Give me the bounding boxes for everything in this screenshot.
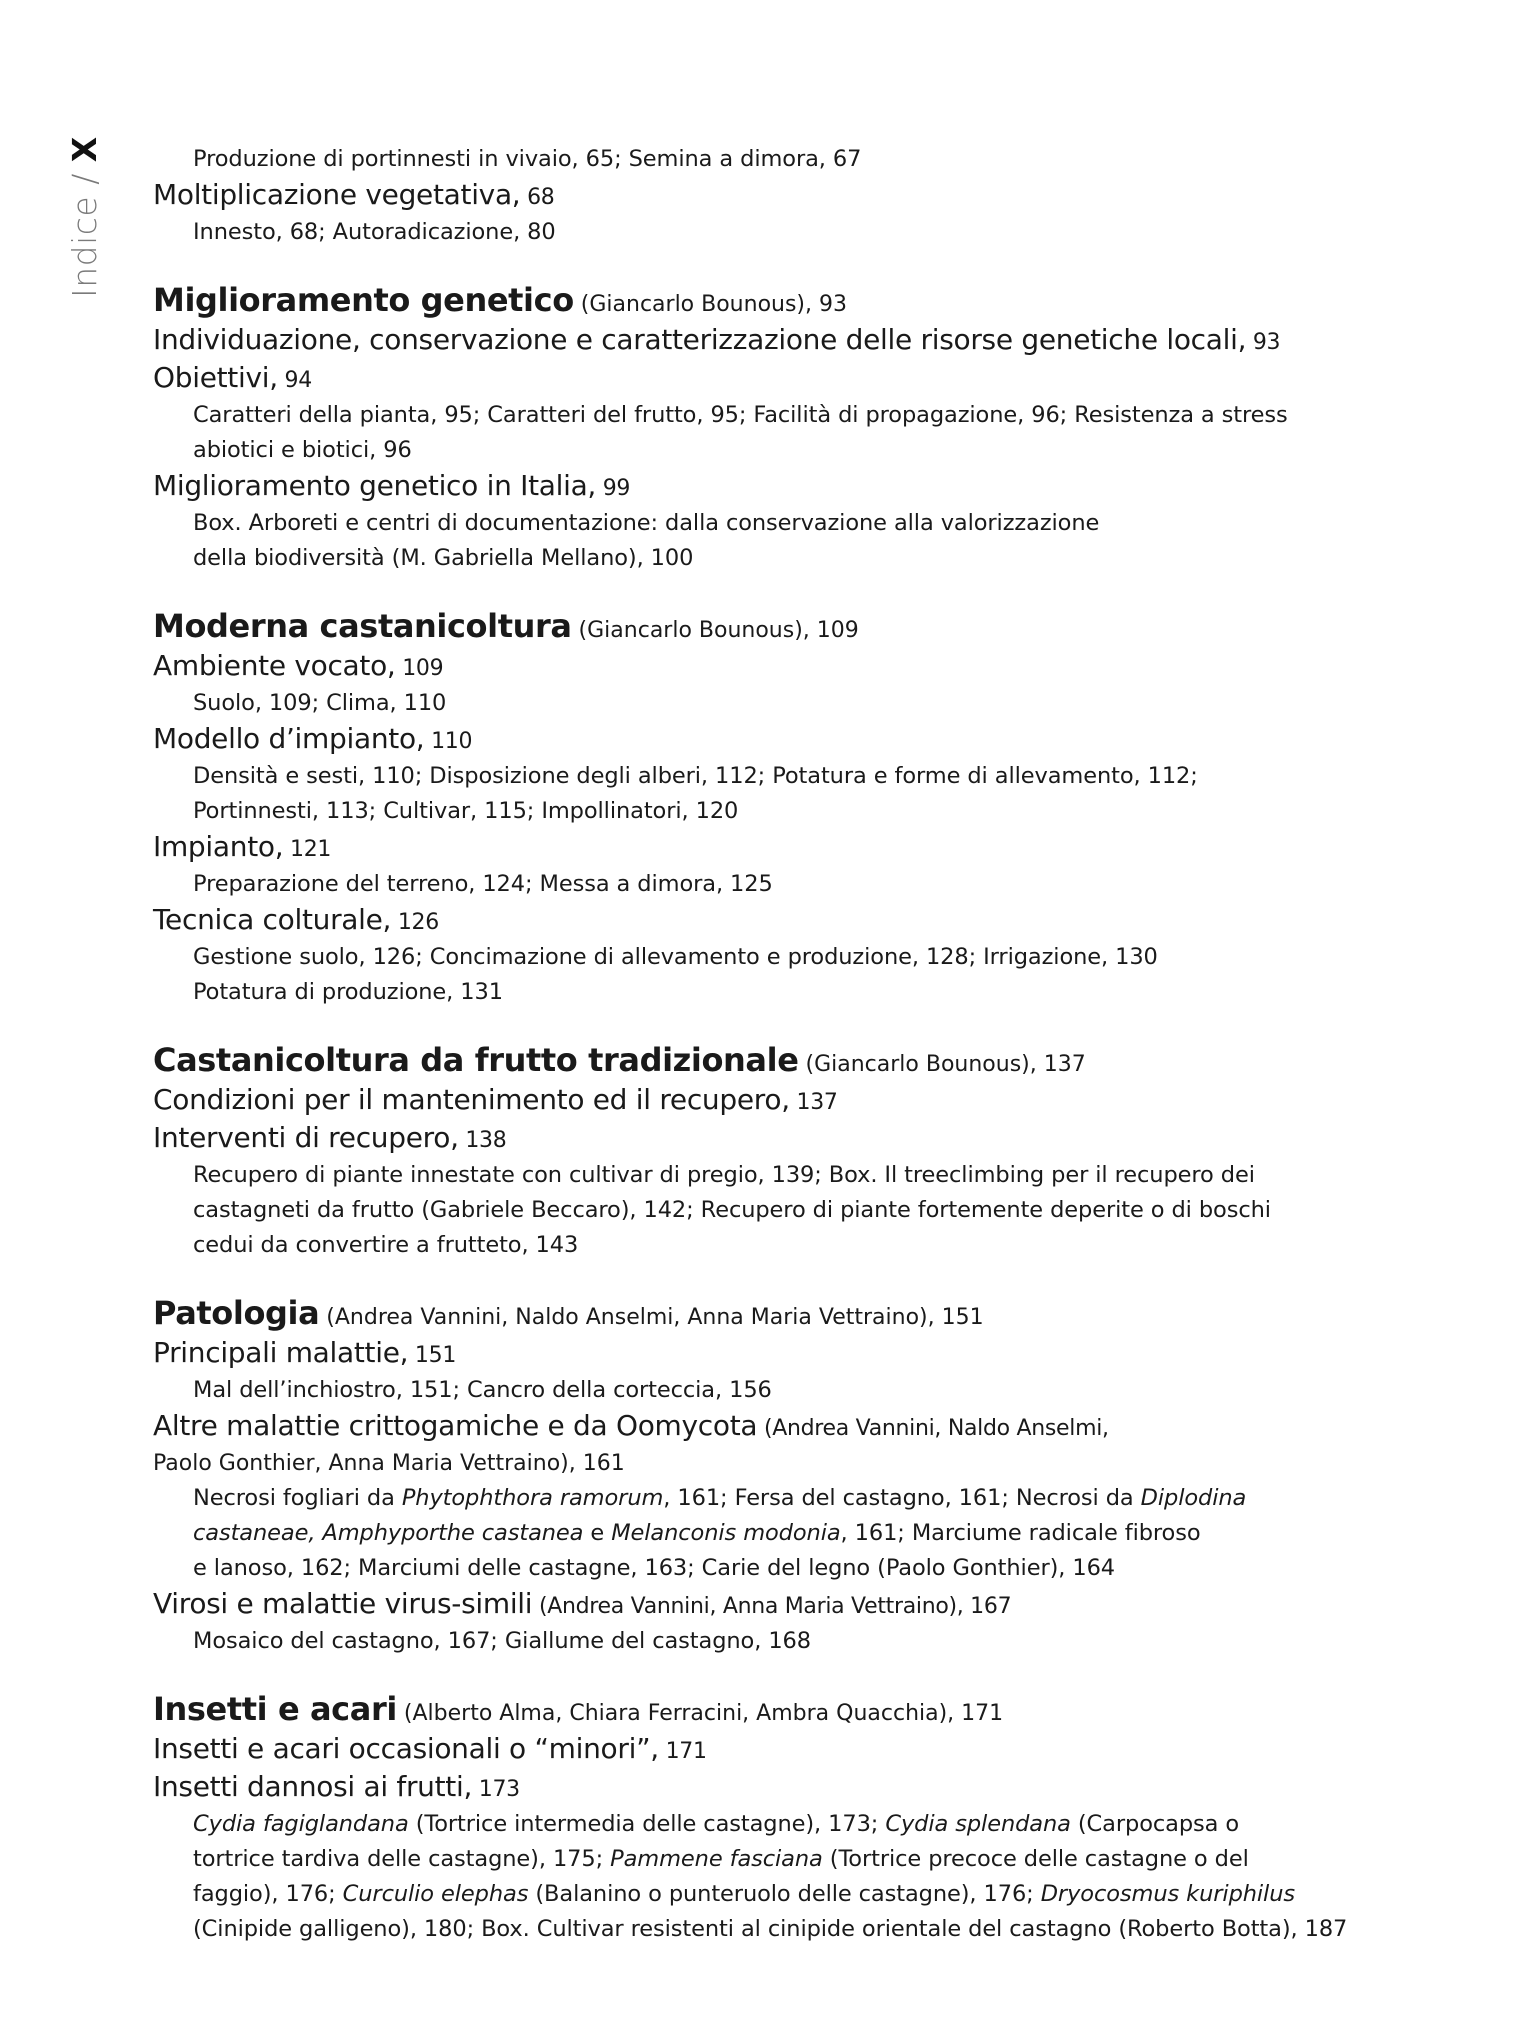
entry-details	[193, 142, 1403, 177]
entry-details	[193, 686, 1403, 721]
running-header	[64, 128, 106, 298]
entry-page: (Andrea Vannini, Anna Maria Vettraino), 167	[532, 1594, 1012, 1619]
entry-authors-continued: Paolo Gonthier, Anna Maria Vettraino), 161	[153, 1451, 625, 1476]
index-section-insetti-acari	[153, 1692, 1403, 1947]
species-name: Cydia fagiglandana	[193, 1811, 409, 1837]
entry-details	[193, 867, 1403, 902]
detail-text: , 161; Marciume radicale fibroso	[840, 1520, 1201, 1546]
index-entry	[153, 1408, 1403, 1446]
section-title: Miglioramento genetico	[153, 281, 574, 319]
detail-line: Innesto, 68; Autoradicazione, 80	[193, 219, 556, 245]
index-content	[153, 142, 1403, 1980]
section-title: Castanicoltura da frutto tradizionale	[153, 1041, 799, 1079]
header-label: Indice /	[65, 162, 104, 298]
detail-text: (Balanino o punteruolo delle castagne), 176;	[528, 1881, 1041, 1907]
detail-text: (Carpocapsa o	[1070, 1811, 1240, 1837]
index-entry	[153, 468, 1403, 506]
section-heading	[153, 1043, 1403, 1082]
entry-page: 109	[395, 656, 444, 681]
species-name: Dryocosmus kuriphilus	[1040, 1881, 1295, 1907]
entry-title: Ambiente vocato,	[153, 649, 396, 682]
entry-title: Principali malattie,	[153, 1336, 409, 1369]
index-section-continuation	[153, 142, 1403, 250]
species-name: Cydia splendana	[885, 1811, 1071, 1837]
detail-line: Mosaico del castagno, 167; Giallume del castagno, 168	[193, 1628, 811, 1654]
entry-page: 151	[408, 1343, 457, 1368]
index-entry	[153, 1335, 1403, 1373]
entry-page: 126	[391, 910, 439, 935]
entry-title: Miglioramento genetico in Italia,	[153, 469, 597, 502]
entry-details	[193, 759, 1403, 829]
entry-page: 137	[789, 1090, 838, 1115]
species-name: Curculio elephas	[342, 1881, 529, 1907]
index-section-patologia	[153, 1296, 1403, 1659]
entry-title: Tecnica colturale,	[153, 903, 392, 936]
detail-text: Necrosi fogliari da	[193, 1485, 402, 1511]
entry-title: Altre malattie crittogamiche e da Oomycota	[153, 1409, 758, 1442]
entry-title: Individuazione, conservazione e caratterizzazione delle risorse genetiche locali,	[153, 323, 1247, 356]
entry-page: 138	[458, 1128, 507, 1153]
entry-page: 94	[277, 368, 312, 393]
section-authors: (Giancarlo Bounous), 93	[573, 292, 847, 317]
detail-text: e	[583, 1520, 612, 1546]
detail-line: Gestione suolo, 126; Concimazione di allevamento e produzione, 128; Irrigazione, 130	[193, 944, 1158, 970]
index-section-moderna-castanicoltura	[153, 609, 1403, 1010]
section-heading	[153, 1692, 1403, 1731]
entry-page: 173	[472, 1777, 520, 1802]
detail-text: (Cinipide galligeno), 180; Box. Cultivar resistenti al cinipide orientale del castagno (Roberto Botta), 187	[193, 1916, 1348, 1942]
section-heading	[153, 283, 1403, 322]
entry-page: 171	[658, 1739, 707, 1764]
detail-line: Recupero di piante innestate con cultivar di pregio, 139; Box. Il treeclimbing per il recupero dei	[193, 1162, 1255, 1188]
section-authors: (Giancarlo Bounous), 109	[571, 618, 859, 643]
index-section-miglioramento-genetico	[153, 283, 1403, 576]
entry-page: 99	[596, 476, 631, 501]
detail-line: abiotici e biotici, 96	[193, 437, 412, 463]
entry-details	[193, 1158, 1403, 1263]
entry-details	[193, 940, 1403, 1010]
entry-details	[193, 398, 1403, 468]
entry-authors: (Andrea Vannini, Naldo Anselmi,	[757, 1416, 1109, 1441]
detail-text: tortrice tardiva delle castagne), 175;	[193, 1846, 611, 1872]
species-name: Pammene fasciana	[610, 1846, 823, 1872]
index-entry	[153, 1769, 1403, 1807]
entry-title: Insetti dannosi ai frutti,	[153, 1770, 473, 1803]
index-entry	[153, 1586, 1403, 1624]
entry-page: 93	[1246, 330, 1281, 355]
detail-line: Mal dell’inchiostro, 151; Cancro della corteccia, 156	[193, 1377, 772, 1403]
entry-details-necrosi	[193, 1481, 1403, 1586]
entry-title: Obiettivi,	[153, 361, 278, 394]
entry-details	[193, 1624, 1403, 1659]
detail-line: Preparazione del terreno, 124; Messa a dimora, 125	[193, 871, 773, 897]
detail-line: Potatura di produzione, 131	[193, 979, 503, 1005]
index-entry	[153, 1082, 1403, 1120]
entry-title: Insetti e acari occasionali o “minori”,	[153, 1732, 659, 1765]
detail-line: Box. Arboreti e centri di documentazione: dalla conservazione alla valorizzazione	[193, 510, 1100, 536]
entry-details-insetti	[193, 1807, 1403, 1947]
entry-page: 110	[424, 729, 473, 754]
detail-line: Produzione di portinnesti in vivaio, 65; Semina a dimora, 67	[193, 146, 862, 172]
section-heading	[153, 1296, 1403, 1335]
entry-page: 121	[283, 837, 332, 862]
entry-title: Moltiplicazione vegetativa,	[153, 178, 521, 211]
section-title: Moderna castanicoltura	[153, 607, 572, 645]
detail-text: e lanoso, 162; Marciumi delle castagne, 163; Carie del legno (Paolo Gonthier), 164	[193, 1555, 1116, 1581]
index-entry	[153, 322, 1403, 360]
index-entry	[153, 177, 1403, 215]
detail-line: castagneti da frutto (Gabriele Beccaro), 142; Recupero di piante fortemente deperite o di boschi	[193, 1197, 1271, 1223]
index-entry	[153, 829, 1403, 867]
page-number-roman: X	[65, 136, 104, 163]
species-name: castaneae, Amphyporthe castanea	[193, 1520, 584, 1546]
index-entry	[153, 1120, 1403, 1158]
detail-line: Portinnesti, 113; Cultivar, 115; Impollinatori, 120	[193, 798, 739, 824]
section-authors: (Alberto Alma, Chiara Ferracini, Ambra Quacchia), 171	[396, 1701, 1004, 1726]
species-name: Phytophthora ramorum	[401, 1485, 664, 1511]
index-entry	[153, 1731, 1403, 1769]
entry-title: Interventi di recupero,	[153, 1121, 459, 1154]
section-authors: (Andrea Vannini, Naldo Anselmi, Anna Maria Vettraino), 151	[319, 1305, 984, 1330]
entry-page: 68	[520, 185, 555, 210]
section-title: Insetti e acari	[153, 1690, 397, 1728]
detail-line: Densità e sesti, 110; Disposizione degli alberi, 112; Potatura e forme di allevamento, 112;	[193, 763, 1198, 789]
index-entry	[153, 902, 1403, 940]
detail-line: Caratteri della pianta, 95; Caratteri del frutto, 95; Facilità di propagazione, 96; Resistenza a stress	[193, 402, 1288, 428]
species-name: Diplodina	[1140, 1485, 1247, 1511]
index-entry	[153, 648, 1403, 686]
section-authors: (Giancarlo Bounous), 137	[798, 1052, 1086, 1077]
detail-line: cedui da convertire a frutteto, 143	[193, 1232, 579, 1258]
detail-text: (Tortrice intermedia delle castagne), 173;	[408, 1811, 886, 1837]
index-section-castanicoltura-tradizionale	[153, 1043, 1403, 1263]
entry-title: Condizioni per il mantenimento ed il recupero,	[153, 1083, 790, 1116]
species-name: Melanconis modonia	[611, 1520, 841, 1546]
detail-text: , 161; Fersa del castagno, 161; Necrosi da	[663, 1485, 1141, 1511]
section-heading	[153, 609, 1403, 648]
detail-line: della biodiversità (M. Gabriella Mellano), 100	[193, 545, 694, 571]
index-entry	[153, 360, 1403, 398]
index-entry	[153, 721, 1403, 759]
section-title: Patologia	[153, 1294, 320, 1332]
detail-text: (Tortrice precoce delle castagne o del	[822, 1846, 1249, 1872]
entry-title: Modello d’impianto,	[153, 722, 425, 755]
entry-details	[193, 506, 1403, 576]
entry-title: Impianto,	[153, 830, 284, 863]
entry-details	[193, 215, 1403, 250]
detail-line: Suolo, 109; Clima, 110	[193, 690, 447, 716]
entry-details	[193, 1373, 1403, 1408]
detail-text: faggio), 176;	[193, 1881, 343, 1907]
entry-title: Virosi e malattie virus-simili	[153, 1587, 533, 1620]
